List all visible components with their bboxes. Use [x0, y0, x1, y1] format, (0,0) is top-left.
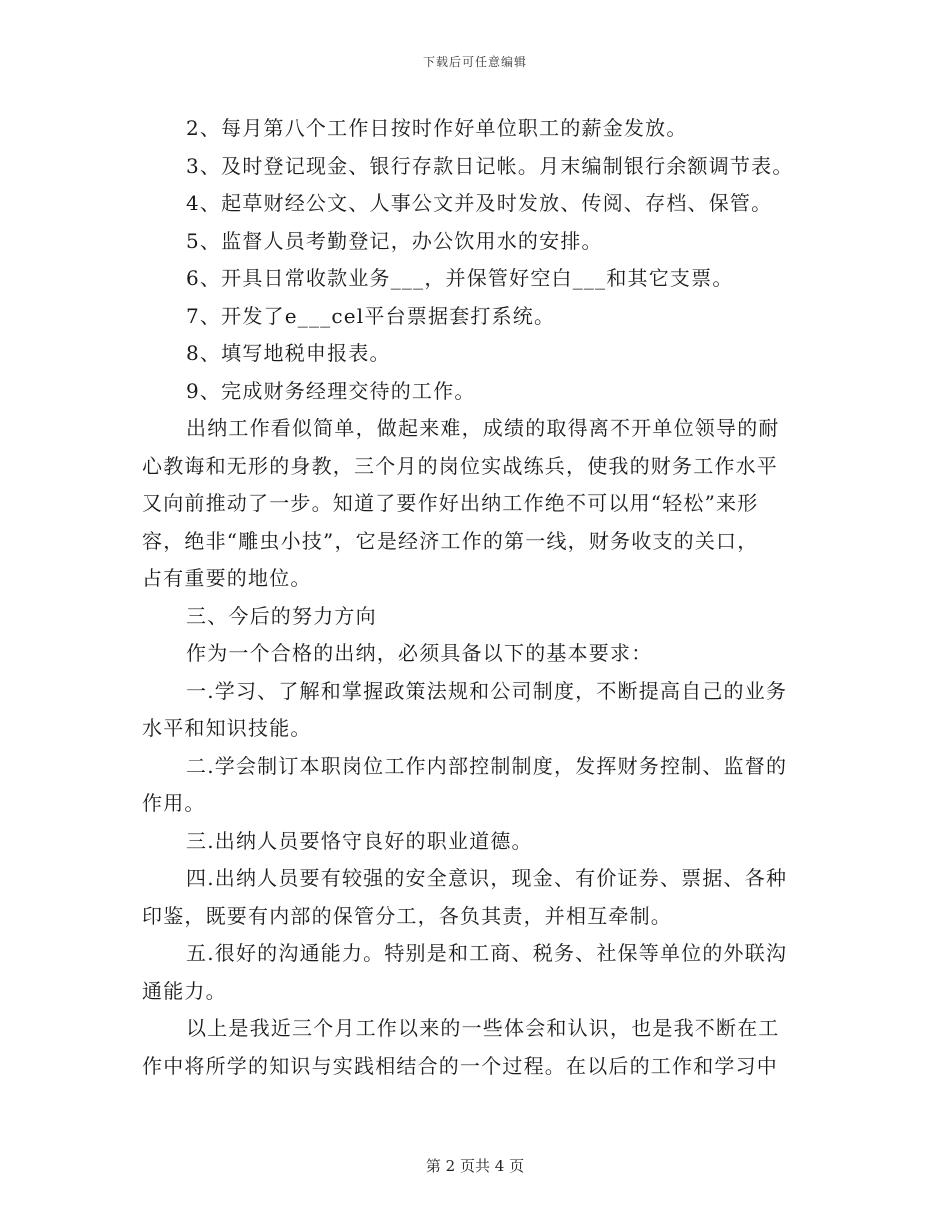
page-footer: 第 2 页共 4 页 [425, 1157, 525, 1175]
text-line: 9、完成财务经理交待的工作。 [186, 378, 476, 403]
text-line: 5、监督人员考勤登记，办公饮用水的安排。 [186, 228, 603, 253]
text-line: 作用。 [142, 791, 206, 815]
text-line: 4、起草财经公文、人事公文并及时发放、传阅、存档、保管。 [186, 191, 773, 215]
text-line: 8、填写地税申报表。 [186, 341, 391, 365]
text-line: 6、开具日常收款业务___，并保管好空白___和其它支票。 [186, 266, 734, 290]
text-line: 2、每月第八个工作日按时作好单位职工的薪金发放。 [186, 116, 688, 140]
text-line: 心教诲和无形的身教，三个月的岗位实战练兵，使我的财务工作水平 [142, 453, 778, 478]
page-header: 下载后可任意编辑 [422, 55, 527, 69]
text-line: 占有重要的地位。 [142, 566, 312, 590]
text-line: 通能力。 [142, 978, 227, 1003]
text-line: 五.很好的沟通能力。特别是和工商、税务、社保等单位的外联沟 [186, 941, 788, 965]
text-line: 以上是我近三个月工作以来的一些体会和认识，也是我不断在工 [186, 1016, 780, 1040]
text-line: 作中将所学的知识与实践相结合的一个过程。在以后的工作和学习中 [142, 1053, 778, 1078]
text-line: 印鉴，既要有内部的保管分工，各负其责，并相互牵制。 [142, 903, 672, 928]
text-line: 二.学会制订本职岗位工作内部控制制度，发挥财务控制、监督的 [186, 753, 788, 778]
text-line: 3、及时登记现金、银行存款日记帐。月末编制银行余额调节表。 [186, 153, 794, 178]
text-line: 出纳工作看似简单，做起来难，成绩的取得离不开单位领导的耐 [186, 416, 780, 440]
text-line: 四.出纳人员要有较强的安全意识，现金、有价证券、票据、各种 [186, 866, 788, 890]
text-line: 一.学习、了解和掌握政策法规和公司制度，不断提高自己的业务 [186, 678, 788, 703]
text-line: 三、今后的努力方向 [186, 603, 377, 628]
text-line: 容，绝非“雕虫小技”，它是经济工作的第一线，财务收支的关口， [142, 528, 759, 553]
text-line: 水平和知识技能。 [142, 716, 312, 740]
document-body [142, 110, 810, 1085]
text-line: 又向前推动了一步。知道了要作好出纳工作绝不可以用“轻松”来形 [142, 491, 759, 515]
text-line: 作为一个合格的出纳，必须具备以下的基本要求： [186, 641, 653, 665]
text-line: 三.出纳人员要恪守良好的职业道德。 [186, 828, 533, 853]
text-line: 7、开发了e___cel平台票据套打系统。 [186, 303, 556, 328]
